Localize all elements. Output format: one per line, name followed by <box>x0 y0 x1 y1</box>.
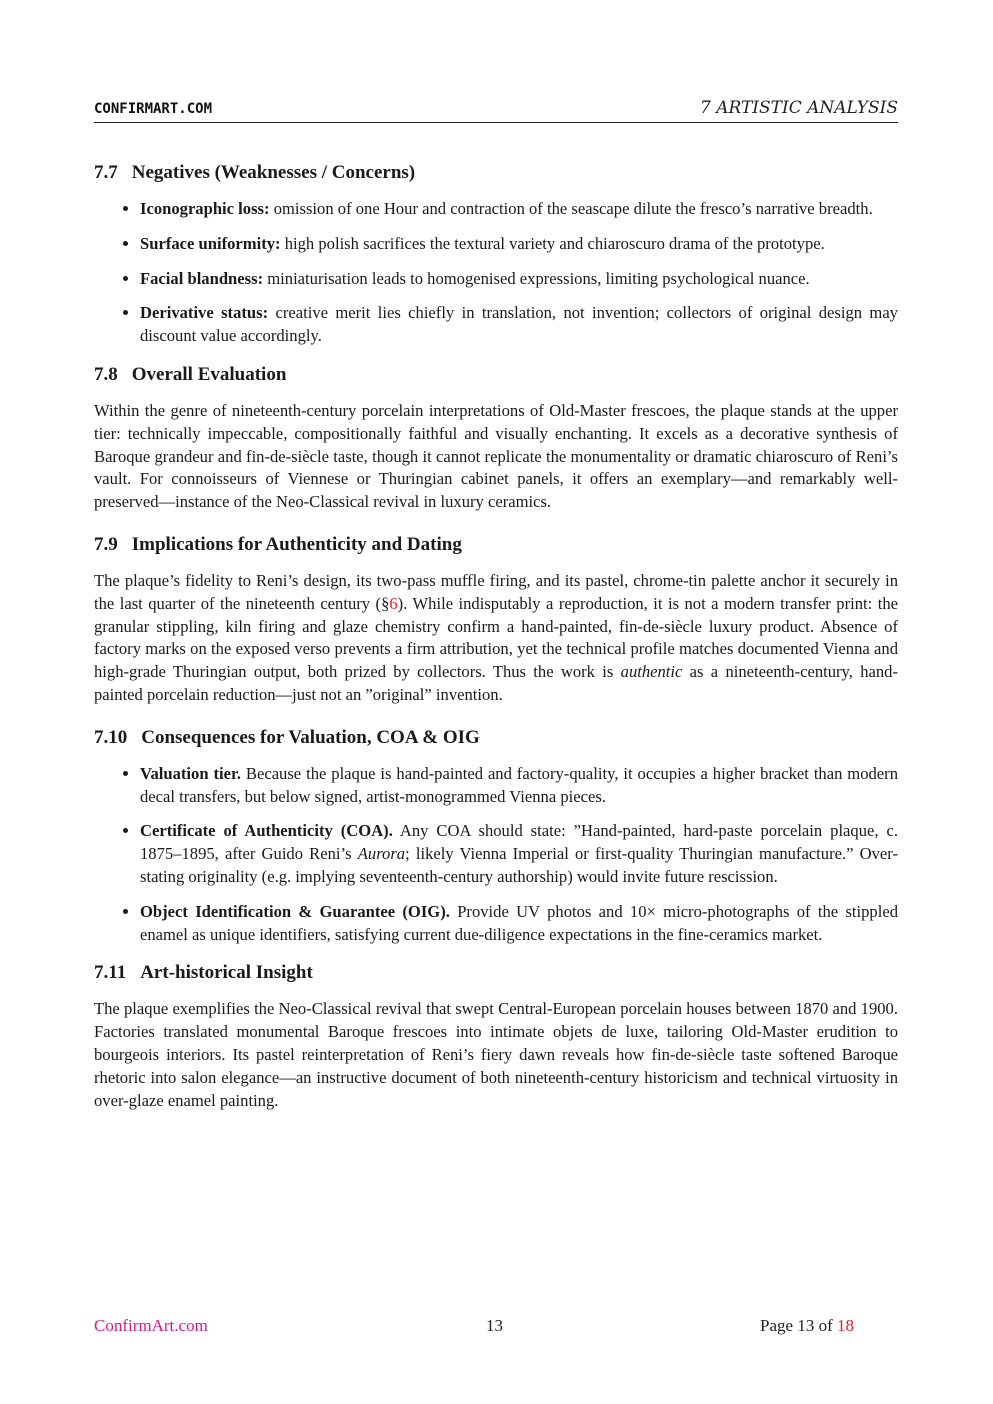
list-item: • Surface uniformity: high polish sacrifices the textural variety and chiaroscuro drama of the prototype. <box>140 233 898 256</box>
list-item: • Object Identification & Guarantee (OIG). Provide UV photos and 10× micro-photographs of the stippled enamel as unique identifiers, satisfying current due-diligence expectations in the fine-ceramics market. <box>140 901 898 947</box>
page-header <box>94 100 898 123</box>
section-reference-link[interactable]: 6 <box>389 593 398 613</box>
list-item: • Facial blandness: miniaturisation leads to homogenised expressions, limiting psychological nuance. <box>140 268 898 291</box>
page-footer <box>94 1316 854 1338</box>
list-item: • Valuation tier. Because the plaque is hand-painted and factory-quality, it occupies a higher bracket than modern decal transfers, but below signed, artist-monogrammed Vienna pieces. <box>140 763 898 809</box>
overall-evaluation-paragraph: Within the genre of nineteenth-century porcelain interpretations of Old-Master frescoes, the plaque stands at the upper tier: technically impeccable, compositionally faithful and visually enchanting. It excels as a decorative synthesis of Baroque grandeur and fin-de-siècle taste, though it cannot replicate the monumentality or dramatic chiaroscuro of Reni’s vault. For connoisseurs of Viennese or Thuringian cabinet panels, it offers an exemplary—and remarkably well-preserved—instance of the Neo-Classical revival in luxury ceramics. <box>94 400 898 512</box>
content <box>94 160 898 1130</box>
running-title: 7 ARTISTIC ANALYSIS <box>699 98 898 118</box>
authenticity-paragraph: The plaque’s fidelity to Reni’s design, its two-pass muffle firing, and its pastel, chrome-tin palette anchor it securely in the last quarter of the nineteenth century (§6). While indisputably a reproduction, it is not a modern transfer print: the granular stippling, kiln firing and glaze chemistry confirm a hand-painted, fin-de-siècle luxury product. Absence of factory marks on the exposed verso prevents a firm attribution, yet the technical profile matches documented Vienna and high-grade Thuringian output, both prized by collectors. Thus the work is authentic as a nineteenth-century, hand-painted porcelain reduction—just not an ”original” invention. <box>94 570 898 704</box>
section-heading-7-10: 7.10 Consequences for Valuation, COA & OIG <box>94 726 480 748</box>
section-heading-7-8: 7.8 Overall Evaluation <box>94 363 287 385</box>
list-item: • Derivative status: creative merit lies chiefly in translation, not invention; collectors of original design may discount value accordingly. <box>140 302 898 348</box>
consequences-list <box>94 763 898 947</box>
section-heading-7-9: 7.9 Implications for Authenticity and Dating <box>94 533 462 555</box>
section-heading-7-7: 7.7 Negatives (Weaknesses / Concerns) <box>94 162 416 183</box>
section-heading-7-11: 7.11 Art-historical Insight <box>94 962 313 984</box>
negatives-list <box>94 198 898 348</box>
list-item: • Certificate of Authenticity (COA). Any COA should state: ”Hand-painted, hard-paste porcelain plaque, c. 1875–1895, after Guido Reni’s Aurora; likely Vienna Imperial or first-quality Thuringian manufacture.” Over-stating originality (e.g. implying seventeenth-century authorship) would invite future rescission. <box>140 820 898 888</box>
site-logo: CONFIRMART.COM <box>94 101 213 117</box>
footer-site-link[interactable]: ConfirmArt.com <box>94 1316 208 1335</box>
art-historical-paragraph: The plaque exemplifies the Neo-Classical revival that swept Central-European porcelain houses between 1870 and 1900. Factories translated monumental Baroque frescoes into intimate objets de luxe, tailoring Old-Master erudition to bourgeois interiors. Its pastel reinterpretation of Reni’s fiery dawn reveals how fin-de-siècle taste softened Baroque rhetoric into salon elegance—an instructive document of both nineteenth-century historicism and technical virtuosity in over-glaze enamel painting. <box>94 999 898 1110</box>
footer-page-number: 13 <box>486 1316 503 1335</box>
footer-page-count: Page 13 of 18 <box>760 1316 854 1335</box>
footer-total-pages-link[interactable]: 18 <box>837 1316 854 1335</box>
list-item: • Iconographic loss: omission of one Hour and contraction of the seascape dilute the fresco’s narrative breadth. <box>140 198 898 221</box>
